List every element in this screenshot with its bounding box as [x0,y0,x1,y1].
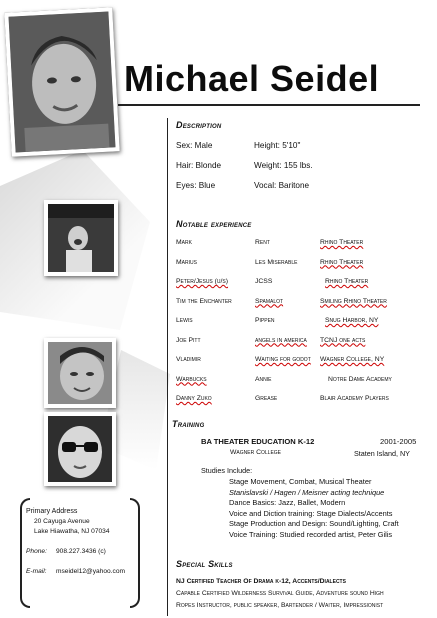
desc-hair: Hair: Blonde [176,161,222,170]
contact-city: Lake Hiawatha, NJ 07034 [34,528,110,535]
contact-phone: 908.227.3436 (c) [56,548,106,555]
experience-venue: Wagner College, NY [320,356,385,363]
page-title: Michael Seidel [124,58,380,99]
study-item: Stage Production and Design: Sound/Lighting, Craft [229,519,399,529]
experience-venue: Blair Academy Players [320,395,389,402]
section-heading-notable: Notable experience [176,219,252,229]
experience-role: Mark [176,239,192,246]
study-item: Voice and Diction training: Stage Dialects/Accents [229,508,393,518]
training-location: Staten Island, NY [354,449,410,458]
experience-venue: Rhino Theater [325,278,369,285]
experience-role: Joe Pitt [176,336,201,344]
experience-show: Spamalot [255,297,284,305]
skill-line: Ropes Instructor, public speaker, Bartender / Waiter, Impressionist [176,602,384,609]
experience-venue: Smiling Rhino Theater [320,297,387,305]
contact-box [20,498,140,608]
contact-email[interactable]: mseidel12@yahoo.com [56,568,126,575]
study-item: Dance Basics: Jazz, Ballet, Modern [229,498,346,508]
experience-show: Les Miserable [255,258,298,266]
title-rule [118,104,420,106]
email-label: E-mail: [26,568,47,575]
experience-show: JCSS [255,278,273,285]
stage-photo [44,200,118,276]
desc-eyes: Eyes: Blue [176,181,216,190]
desc-weight: Weight: 155 lbs. [254,161,313,170]
experience-role: Warbucks [176,375,207,383]
skill-line: Capable Certified Wilderness Survival Guide, Adventure sound High [176,590,384,597]
desc-height: Height: 5'10" [254,141,301,150]
training-years: 2001-2005 [380,437,417,446]
bracket-right [130,498,140,608]
section-heading-skills: Special Skills [176,559,233,569]
experience-venue: TCNJ one acts [320,336,366,344]
experience-show: angels in america [255,336,307,344]
training-school: Wagner College [230,449,282,456]
experience-venue: Snug Harbor, NY [325,317,379,324]
experience-show: Grease [255,395,278,402]
experience-show: Pippen [255,317,275,324]
sunglasses-photo [44,412,116,486]
studies-label: Studies Include: [201,466,253,475]
headshot-photo [4,7,119,156]
section-heading-training: Training [172,419,205,429]
training-degree: BA THEATER EDUCATION K-12 [201,437,315,446]
contact-label: Primary Address [26,508,78,515]
contact-street: 20 Cayuga Avenue [34,518,90,525]
divider-line [167,118,168,616]
experience-venue: Rhino Theater [320,239,364,246]
experience-role: Vladimir [176,356,201,363]
experience-show: Rent [255,239,270,246]
character-photo [44,338,116,408]
skill-line: NJ Certified Teacher Of Drama k-12, Accents/Dialects [176,578,346,585]
desc-vocal: Vocal: Baritone [254,181,310,190]
experience-role: Peter/Jesus (u/s) [176,278,229,285]
experience-role: Danny Zuko [176,395,212,402]
section-heading-description: Description [176,120,222,130]
study-item: Voice Training: Studied recorded artist, Peter Gilis [229,530,393,539]
experience-role: Tim the Enchanter [176,297,232,305]
experience-venue: Rhino Theater [320,258,364,266]
desc-sex: Sex: Male [176,141,213,150]
phone-label: Phone: [26,548,47,555]
study-item: Stage Movement, Combat, Musical Theater [229,477,372,486]
experience-venue: Notre Dame Academy [328,375,392,383]
experience-role: Marius [176,258,197,266]
study-item: Stanislavski / Hagen / Meisner acting technique [229,487,385,497]
experience-role: Lewis [176,317,193,324]
experience-show: Waiting for godot [255,356,311,363]
experience-show: Annie [255,375,272,383]
